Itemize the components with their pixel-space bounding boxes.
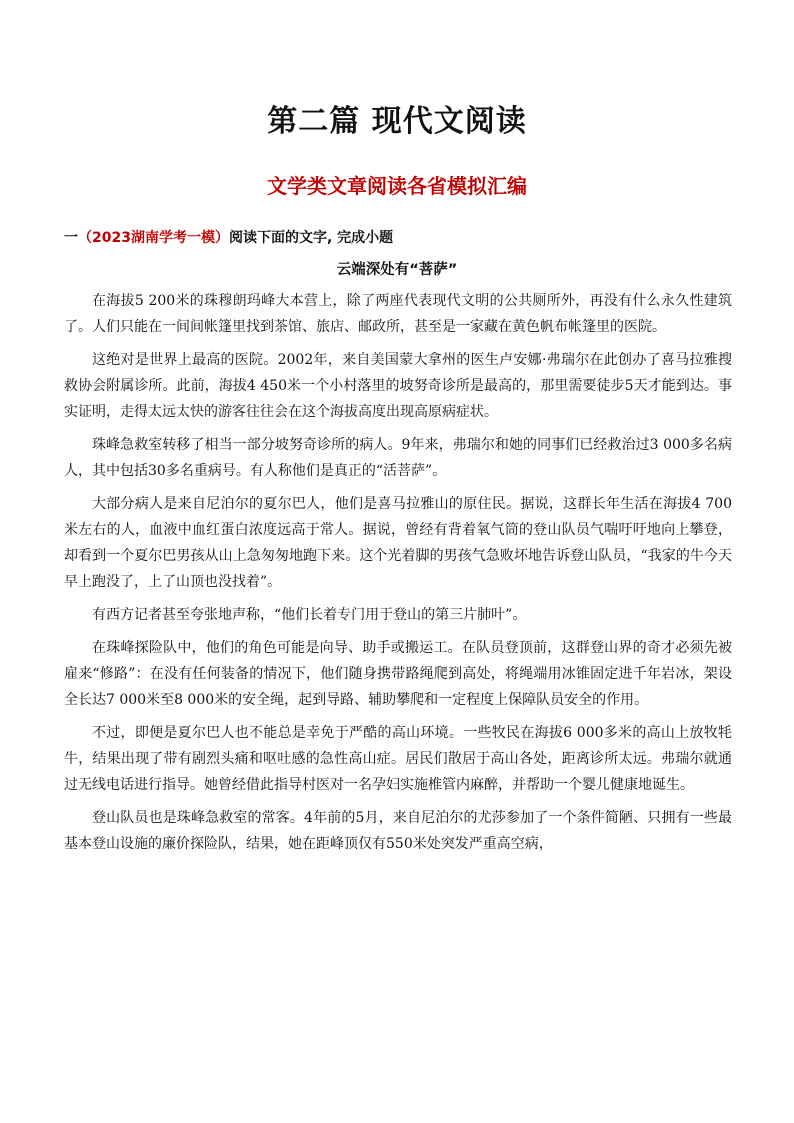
article-paragraph: 登山队员也是珠峰急救室的常客。4年前的5月，来自尼泊尔的尤莎参加了一个条件简陋、只拥有一些最基本登山设施的廉价探险队，结果，她在距峰顶仅有550米处突发严重高空病， [64, 810, 732, 852]
article-paragraph: 在海拔5 200米的珠穆朗玛峰大本营上，除了两座代表现代文明的公共厕所外，再没有什么永久性建筑了。人们只能在一间间帐篷里找到茶馆、旅店、邮政所，甚至是一家藏在黄色帆布帐篷里的医院。 [64, 293, 732, 335]
article-paragraph: 珠峰急救室转移了相当一部分坡努奇诊所的病人。9年来，弗瑞尔和她的同事们已经救治过3 000多名病人，其中包括30多名重病号。有人称他们是真正的“活菩萨”。 [64, 437, 732, 479]
article-paragraph: 大部分病人是来自尼泊尔的夏尔巴人，他们是喜马拉雅山的原住民。据说，这群长年生活在海拔4 700米左右的人，血液中血红蛋白浓度远高于常人。据说，曾经有背着氧气筒的登山队员气喘吁吁地向上攀登，却看到一个夏尔巴男孩从山上急匆匆地跑下来。这个光着脚的男孩气急败坏地告诉登山队员，“我家的牛今天早上跑没了，上了山顶也没找着”。 [64, 496, 732, 590]
article-paragraph: 有西方记者甚至夸张地声称，“他们长着专门用于登山的第三片肺叶”。 [92, 607, 527, 623]
article-paragraph: 这绝对是世界上最高的医院。2002年，来自美国蒙大拿州的医生卢安娜·弗瑞尔在此创办了喜马拉雅搜救协会附属诊所。此前，海拔4 450米一个小村落里的坡努奇诊所是最高的，那里需要徒步5天才能到达。事实证明，走得太远太快的游客往往会在这个海拔高度出现高原病症状。 [64, 352, 732, 420]
section-subtitle: 文学类文章阅读各省模拟汇编 [267, 174, 527, 198]
question-header [64, 227, 744, 247]
article-paragraph: 在珠峰探险队中，他们的角色可能是向导、助手或搬运工。在队员登顶前，这群登山界的奇才必须先被雇来“修路”：在没有任何装备的情况下，他们随身携带路绳爬到高处，将绳端用冰锥固定进千年岩冰，架设全长达7 000米至8 000米的安全绳，起到导路、辅助攀爬和一定程度上保障队员安全的作用。 [64, 640, 732, 708]
question-number: 一 [64, 230, 78, 246]
article-paragraph: 不过，即便是夏尔巴人也不能总是幸免于严酷的高山环境。一些牧民在海拔6 000多米的高山上放牧牦牛，结果出现了带有剧烈头痛和呕吐感的急性高山症。居民们散居于高山各处，距离诊所太远。弗瑞尔就通过无线电话进行指导。她曾经借此指导村医对一名孕妇实施椎管内麻醉，并帮助一个婴儿健康地诞生。 [64, 725, 732, 793]
question-instruction: 阅读下面的文字, 完成小题 [228, 230, 394, 246]
article-title: 云端深处有“菩萨” [336, 262, 458, 278]
question-source: （2023湖南学考一模） [78, 230, 229, 246]
article-body [64, 288, 732, 864]
page-title: 第二篇 现代文阅读 [267, 104, 527, 139]
